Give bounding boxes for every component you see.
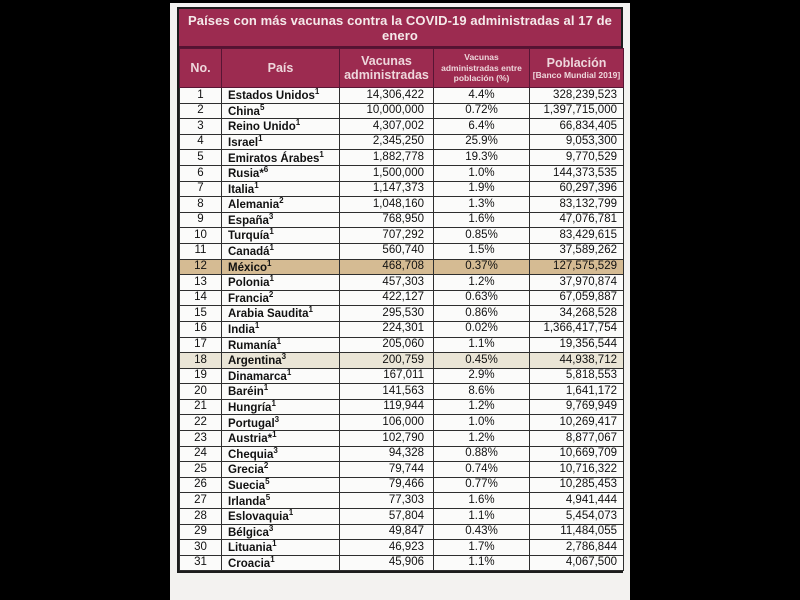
table-row [180, 134, 624, 150]
row-number: 21 [180, 399, 222, 415]
row-number: 5 [180, 150, 222, 166]
vaccines-per-population-pct: 1.0% [434, 415, 530, 431]
col-header-population-source: [Banco Mundial 2019] [532, 70, 621, 81]
row-number: 27 [180, 493, 222, 509]
population: 47,076,781 [530, 212, 624, 228]
vaccines-per-population-pct: 19.3% [434, 150, 530, 166]
vaccines-administered: 57,804 [340, 509, 434, 525]
vaccines-per-population-pct: 0.88% [434, 446, 530, 462]
country-name: Arabia Saudita$^1$ [222, 306, 340, 322]
vaccines-per-population-pct: 0.72% [434, 103, 530, 119]
population: 5,818,553 [530, 368, 624, 384]
vaccines-per-population-pct: 6.4% [434, 119, 530, 135]
country-name: España$^3$ [222, 212, 340, 228]
population: 66,834,405 [530, 119, 624, 135]
table-row [180, 165, 624, 181]
table-row [180, 509, 624, 525]
country-name: Dinamarca$^1$ [222, 368, 340, 384]
row-number: 3 [180, 119, 222, 135]
country-name: Rusia*$^6$ [222, 165, 340, 181]
row-number: 18 [180, 353, 222, 369]
row-number: 14 [180, 290, 222, 306]
row-number: 13 [180, 275, 222, 291]
footnote-marker: 3 [273, 445, 278, 455]
vaccines-per-population-pct: 1.1% [434, 337, 530, 353]
country-name: Canadá$^1$ [222, 243, 340, 259]
population: 9,769,949 [530, 399, 624, 415]
country-name: Hungría$^1$ [222, 399, 340, 415]
population: 34,268,528 [530, 306, 624, 322]
vaccines-administered: 224,301 [340, 321, 434, 337]
row-number: 26 [180, 477, 222, 493]
footnote-marker: 1 [263, 383, 269, 393]
vaccines-per-population-pct: 0.74% [434, 462, 530, 478]
vaccines-administered: 77,303 [340, 493, 434, 509]
col-header-vaccines: Vacunas administradas [340, 49, 434, 88]
vaccines-administered: 205,060 [340, 337, 434, 353]
vaccines-per-population-pct: 8.6% [434, 384, 530, 400]
row-number: 17 [180, 337, 222, 353]
footnote-marker: 1 [269, 274, 274, 284]
country-name: Israel$^1$ [222, 134, 340, 150]
vaccines-per-population-pct: 0.63% [434, 290, 530, 306]
vaccines-per-population-pct: 1.0% [434, 165, 530, 181]
footnote-marker: 2 [279, 196, 284, 206]
footnote-marker: 5 [265, 492, 271, 502]
vaccines-administered: 102,790 [340, 431, 434, 447]
vaccines-per-population-pct: 25.9% [434, 134, 530, 150]
vaccines-administered: 167,011 [340, 368, 434, 384]
vaccines-administered: 79,466 [340, 477, 434, 493]
footnote-marker: 1 [272, 539, 277, 549]
col-header-population-label: Población [546, 55, 607, 70]
row-number: 16 [180, 321, 222, 337]
footnote-marker: 1 [286, 367, 292, 377]
vaccines-administered: 468,708 [340, 259, 434, 275]
table-row [180, 306, 624, 322]
footnote-marker: 1 [267, 258, 272, 268]
country-name: Italia$^1$ [222, 181, 340, 197]
vaccines-per-population-pct: 1.7% [434, 540, 530, 556]
population: 83,132,799 [530, 197, 624, 213]
vaccines-administered: 1,882,778 [340, 150, 434, 166]
table-row [180, 150, 624, 166]
footnote-marker: 2 [263, 461, 269, 471]
country-name: Bélgica$^3$ [222, 524, 340, 540]
table-row [180, 493, 624, 509]
vaccines-administered: 119,944 [340, 399, 434, 415]
table-row [180, 337, 624, 353]
country-name: Francia$^2$ [222, 290, 340, 306]
country-name: India$^1$ [222, 321, 340, 337]
footnote-marker: 1 [258, 133, 263, 143]
vaccines-administered: 457,303 [340, 275, 434, 291]
vaccines-administered: 768,950 [340, 212, 434, 228]
vaccines-per-population-pct: 4.4% [434, 88, 530, 104]
row-number: 29 [180, 524, 222, 540]
row-number: 20 [180, 384, 222, 400]
population: 1,397,715,000 [530, 103, 624, 119]
row-number: 9 [180, 212, 222, 228]
footnote-marker: 5 [265, 476, 270, 486]
footnote-marker: 3 [281, 352, 287, 362]
table-row [180, 524, 624, 540]
vaccines-administered: 200,759 [340, 353, 434, 369]
row-number: 22 [180, 415, 222, 431]
country-name: Turquía$^1$ [222, 228, 340, 244]
footnote-marker: 1 [271, 399, 276, 408]
footnote-marker: 3 [268, 523, 274, 533]
row-number: 8 [180, 197, 222, 213]
population: 19,356,544 [530, 337, 624, 353]
row-number: 10 [180, 228, 222, 244]
population: 10,669,709 [530, 446, 624, 462]
vaccines-per-population-pct: 1.3% [434, 197, 530, 213]
footnote-marker: 1 [319, 149, 324, 159]
footnote-marker: 1 [254, 180, 259, 190]
row-number: 12 [180, 259, 222, 275]
population: 10,269,417 [530, 415, 624, 431]
row-number: 30 [180, 540, 222, 556]
row-number: 6 [180, 165, 222, 181]
vaccines-per-population-pct: 0.86% [434, 306, 530, 322]
country-name: Polonia$^1$ [222, 275, 340, 291]
table-row [180, 321, 624, 337]
footnote-marker: 1 [272, 430, 277, 440]
country-name: Portugal$^3$ [222, 415, 340, 431]
table-row [180, 431, 624, 447]
table-row [180, 555, 624, 571]
country-name: Estados Unidos$^1$ [222, 88, 340, 104]
country-name: Eslovaquia$^1$ [222, 509, 340, 525]
country-name: Argentina$^3$ [222, 353, 340, 369]
row-number: 4 [180, 134, 222, 150]
country-name: China$^5$ [222, 103, 340, 119]
country-name: Irlanda$^5$ [222, 493, 340, 509]
table-row [180, 212, 624, 228]
table-card [170, 3, 630, 600]
vaccines-per-population-pct: 1.2% [434, 431, 530, 447]
table-row [180, 228, 624, 244]
vaccines-administered: 10,000,000 [340, 103, 434, 119]
footnote-marker: 1 [308, 305, 313, 315]
population: 11,484,055 [530, 524, 624, 540]
table-row [180, 103, 624, 119]
table-row [180, 462, 624, 478]
country-name: Suecia$^5$ [222, 477, 340, 493]
population: 8,877,067 [530, 431, 624, 447]
country-name: Austria*$^1$ [222, 431, 340, 447]
col-header-population [530, 49, 624, 88]
table-body [180, 88, 624, 571]
table-row [180, 181, 624, 197]
vaccines-per-population-pct: 1.2% [434, 399, 530, 415]
population: 60,297,396 [530, 181, 624, 197]
table-row [180, 415, 624, 431]
table-row [180, 290, 624, 306]
footnote-marker: 1 [288, 508, 294, 518]
footnote-marker: 6 [263, 165, 269, 175]
footnote-marker: 3 [268, 211, 274, 221]
row-number: 11 [180, 243, 222, 259]
col-header-country: País [222, 49, 340, 88]
population: 127,575,529 [530, 259, 624, 275]
vaccines-per-population-pct: 1.6% [434, 212, 530, 228]
footnote-marker: 1 [276, 336, 282, 346]
vaccines-per-population-pct: 0.37% [434, 259, 530, 275]
vaccines-per-population-pct: 0.43% [434, 524, 530, 540]
population: 5,454,073 [530, 509, 624, 525]
population: 44,938,712 [530, 353, 624, 369]
country-name: Lituania$^1$ [222, 540, 340, 556]
table-row [180, 259, 624, 275]
table-row [180, 368, 624, 384]
footnote-marker: 2 [268, 289, 274, 299]
footnote-marker: 1 [269, 243, 274, 253]
footnote-marker: 1 [314, 87, 320, 97]
vaccines-per-population-pct: 1.6% [434, 493, 530, 509]
row-number: 15 [180, 306, 222, 322]
vaccines-administered: 422,127 [340, 290, 434, 306]
vaccines-administered: 1,147,373 [340, 181, 434, 197]
vaccines-per-population-pct: 0.85% [434, 228, 530, 244]
population: 2,786,844 [530, 540, 624, 556]
vaccines-per-population-pct: 1.1% [434, 555, 530, 571]
table-row [180, 243, 624, 259]
vaccines-per-population-pct: 1.1% [434, 509, 530, 525]
population: 9,770,529 [530, 150, 624, 166]
vaccines-administered: 2,345,250 [340, 134, 434, 150]
col-header-no: No. [180, 49, 222, 88]
vaccines-per-population-pct: 1.9% [434, 181, 530, 197]
country-name: Emiratos Árabes$^1$ [222, 150, 340, 166]
population: 1,366,417,754 [530, 321, 624, 337]
footnote-marker: 1 [270, 554, 275, 564]
population: 10,716,322 [530, 462, 624, 478]
country-name: México$^1$ [222, 259, 340, 275]
table-row [180, 477, 624, 493]
footnote-marker: 3 [274, 414, 280, 424]
vaccines-table [177, 7, 623, 573]
vaccines-administered: 94,328 [340, 446, 434, 462]
population: 9,053,300 [530, 134, 624, 150]
header-row [180, 49, 624, 88]
vaccines-administered: 1,048,160 [340, 197, 434, 213]
population: 1,641,172 [530, 384, 624, 400]
vaccines-administered: 45,906 [340, 555, 434, 571]
vaccines-administered: 1,500,000 [340, 165, 434, 181]
vaccines-per-population-pct: 1.5% [434, 243, 530, 259]
row-number: 7 [180, 181, 222, 197]
row-number: 28 [180, 509, 222, 525]
vaccines-per-population-pct: 0.02% [434, 321, 530, 337]
row-number: 23 [180, 431, 222, 447]
population: 83,429,615 [530, 228, 624, 244]
vaccines-per-population-pct: 0.45% [434, 353, 530, 369]
country-name: Grecia$^2$ [222, 462, 340, 478]
row-number: 1 [180, 88, 222, 104]
vaccines-administered: 295,530 [340, 306, 434, 322]
population: 328,239,523 [530, 88, 624, 104]
row-number: 25 [180, 462, 222, 478]
vaccines-administered: 141,563 [340, 384, 434, 400]
table-row [180, 446, 624, 462]
population: 4,067,500 [530, 555, 624, 571]
footnote-marker: 5 [259, 102, 265, 112]
country-name: Baréin$^1$ [222, 384, 340, 400]
vaccines-administered: 46,923 [340, 540, 434, 556]
col-header-pct [434, 49, 530, 88]
country-name: Chequia$^3$ [222, 446, 340, 462]
population: 10,285,453 [530, 477, 624, 493]
vaccines-data-table [179, 48, 624, 571]
row-number: 19 [180, 368, 222, 384]
vaccines-administered: 707,292 [340, 228, 434, 244]
vaccines-per-population-pct: 1.2% [434, 275, 530, 291]
population: 37,589,262 [530, 243, 624, 259]
vaccines-administered: 4,307,002 [340, 119, 434, 135]
country-name: Alemania$^2$ [222, 197, 340, 213]
table-row [180, 275, 624, 291]
vaccines-per-population-pct: 0.77% [434, 477, 530, 493]
table-row [180, 399, 624, 415]
vaccines-administered: 560,740 [340, 243, 434, 259]
vaccines-administered: 14,306,422 [340, 88, 434, 104]
footnote-marker: 1 [269, 227, 274, 237]
col-header-pct-label: Vacunas administradas entre población (%) [441, 52, 522, 84]
table-row [180, 197, 624, 213]
table-row [180, 88, 624, 104]
population: 37,970,874 [530, 275, 624, 291]
row-number: 2 [180, 103, 222, 119]
footnote-marker: 1 [295, 118, 301, 128]
table-row [180, 540, 624, 556]
vaccines-per-population-pct: 2.9% [434, 368, 530, 384]
table-title: Países con más vacunas contra la COVID-19 administradas al 17 de enero [179, 9, 621, 48]
population: 4,941,444 [530, 493, 624, 509]
country-name: Croacia$^1$ [222, 555, 340, 571]
row-number: 24 [180, 446, 222, 462]
vaccines-administered: 49,847 [340, 524, 434, 540]
row-number: 31 [180, 555, 222, 571]
vaccines-administered: 106,000 [340, 415, 434, 431]
country-name: Reino Unido$^1$ [222, 119, 340, 135]
vaccines-administered: 79,744 [340, 462, 434, 478]
population: 144,373,535 [530, 165, 624, 181]
population: 67,059,887 [530, 290, 624, 306]
table-row [180, 119, 624, 135]
table-row [180, 384, 624, 400]
country-name: Rumanía$^1$ [222, 337, 340, 353]
footnote-marker: 1 [254, 321, 260, 331]
table-row [180, 353, 624, 369]
